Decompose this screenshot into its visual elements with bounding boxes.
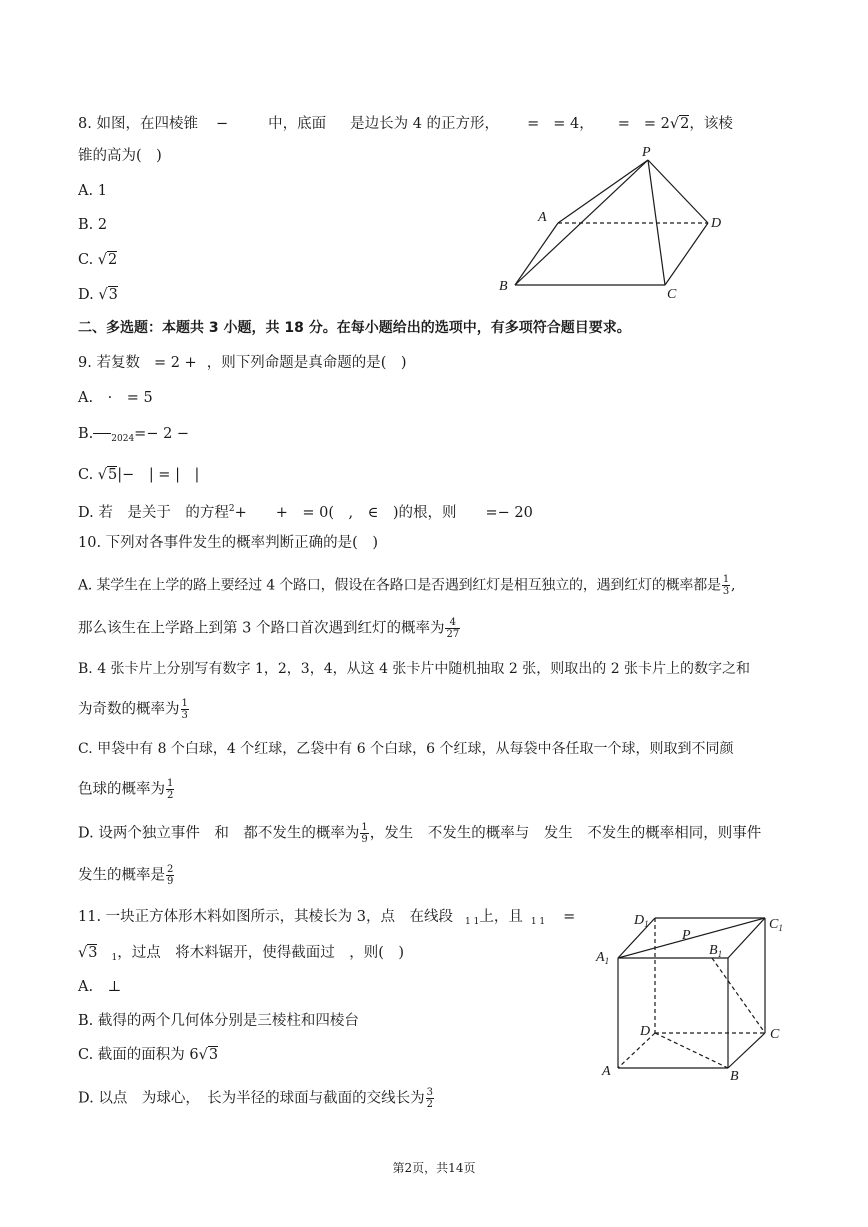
q10-option-c-line1: C. 甲袋中有 8 个白球，4 个红球，乙袋中有 6 个白球，6 个红球，从每袋中各任取一个球，则取到不同颜 [78, 741, 734, 757]
label-C: C [770, 1027, 780, 1042]
label-A: A [602, 1064, 611, 1079]
label-B: B [499, 279, 508, 294]
q11-stem-line1: 11. 一块正方体形木料如图所示，其棱长为 3，点 在线段 $_{1 1}$上，且 $_{1 1}$ = [78, 909, 576, 927]
label-P: P [682, 928, 691, 943]
pyramid-figure [490, 140, 730, 305]
q10-stem: 10. 下列对各事件发生的概率判断正确的是( ) [78, 535, 378, 551]
label-D: D [711, 216, 722, 231]
q10-option-b-line1: B. 4 张卡片上分别写有数字 1，2，3，4，从这 4 张卡片中随机抽取 2 张，则取出的 2 张卡片上的数字之和 [78, 661, 751, 677]
cube-figure [590, 900, 800, 1090]
page-footer: 第2页，共14页 [392, 1161, 476, 1175]
section-heading: 二、多选题：本题共 3 小题，共 18 分。在每小题给出的选项中，有多项符合题目要求。 [78, 320, 631, 336]
q8-option-a: A. 1 [78, 183, 107, 199]
label-A1: $A_1$ [596, 950, 610, 966]
q8-stem-line2: 锥的高为( ) [78, 148, 162, 164]
label-C1: $C_1$ [769, 917, 783, 933]
q8-stem-line1: 8. 如图，在四棱锥 − 中，底面 是边长为 4 的正方形， = = 4， = = 2√2，该棱 [78, 116, 733, 132]
label-B: B [730, 1069, 739, 1084]
label-P: P [642, 145, 651, 160]
q8-option-b: B. 2 [78, 217, 108, 233]
q8-option-c: C. √2 [78, 252, 118, 268]
q9-option-a: A. · = 5 [78, 390, 153, 406]
q10-option-b-line2: 为奇数的概率为 $\frac{1}{3}$ [78, 698, 188, 721]
q10-option-a-line2: 那么该生在上学路上到第 3 个路口首次遇到红灯的概率为 $\frac{4}{27}$ [78, 617, 460, 640]
q10-option-d-line1: D. 设两个独立事件 和 都不发生的概率为 $\frac{1}{9}$ ，发生 不发生的概率与 发生 不发生的概率相同，则事件 [78, 822, 762, 845]
q10-option-c-line2: 色球的概率为 $\frac{1}{2}$ [78, 778, 174, 801]
label-D: D [640, 1024, 651, 1039]
label-A: A [538, 210, 547, 225]
q11-option-d: D. 以点 为球心， 长为半径的球面与截面的交线长为 $\frac{3}{2}$ [78, 1087, 433, 1110]
q8-option-d: D. √3 [78, 287, 118, 303]
label-B1: $B_1$ [709, 943, 723, 959]
label-D1: $D_1$ [634, 913, 649, 929]
q11-stem-line2: √3 $_1$，过点 将木料锯开，使得截面过 ，则( ) [78, 945, 405, 963]
q11-option-b: B. 截得的两个几何体分别是三棱柱和四棱台 [78, 1013, 359, 1029]
q9-stem: 9. 若复数 = 2 + ，则下列命题是真命题的是( ) [78, 355, 407, 371]
q10-option-a-line1: A. 某学生在上学的路上要经过 4 个路口，假设在各路口是否遇到红灯是相互独立的，遇到红灯的概率都是 $\frac{1}{3}$ , [78, 574, 736, 597]
q9-option-b: B. $_{2024}$=− 2 − [78, 426, 190, 444]
q9-option-c: C. √5|− | = | | [78, 467, 200, 483]
label-C: C [667, 287, 677, 302]
q9-option-d: D. 若 是关于 的方程$^2$+ + = 0( , ∈ )的根，则 =− 20 [78, 504, 533, 521]
q11-option-a: A. ⊥ [78, 979, 122, 995]
q10-option-d-line2: 发生的概率是 $\frac{2}{9}$ [78, 864, 174, 887]
q11-option-c: C. 截面的面积为 6√3 [78, 1047, 219, 1063]
